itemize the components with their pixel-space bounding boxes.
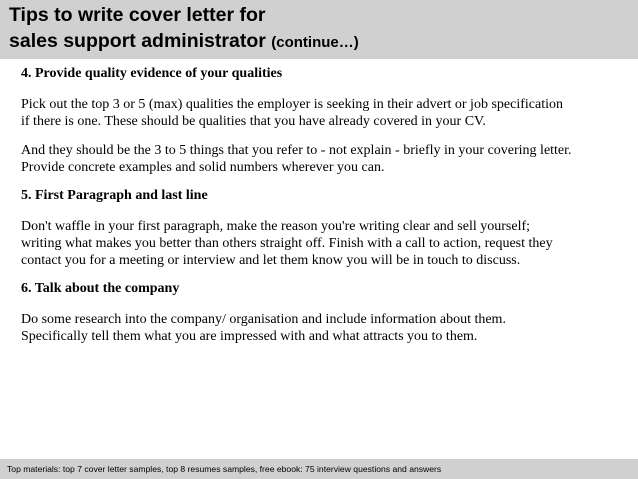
- paragraph-line: Do some research into the company/ organisation and include information about them.: [21, 312, 506, 327]
- page-title-main: sales support administrator: [9, 30, 266, 52]
- paragraph-line: contact you for a meeting or interview and let them know you will be in touch to discuss.: [21, 253, 521, 268]
- paragraph-line: if there is one. These should be qualities that you have already covered in your CV.: [21, 114, 486, 129]
- paragraph-line: Provide concrete examples and solid numbers wherever you can.: [21, 160, 385, 175]
- footer-bar: [0, 459, 638, 479]
- section-heading: 5. First Paragraph and last line: [21, 188, 208, 203]
- paragraph-line: Specifically tell them what you are impressed with and what attracts you to them.: [21, 329, 478, 344]
- page-title-line-1: Tips to write cover letter for: [9, 4, 266, 26]
- page-title-suffix: (continue…): [271, 34, 359, 51]
- section-heading: 4. Provide quality evidence of your qualities: [21, 66, 283, 81]
- document-body: [21, 66, 621, 345]
- paragraph-line: And they should be the 3 to 5 things that you refer to - not explain - briefly in your covering letter.: [21, 143, 572, 158]
- paragraph: [21, 96, 621, 130]
- paragraph: [21, 142, 621, 176]
- footer-text: Top materials: top 7 cover letter samples, top 8 resumes samples, free ebook: 75 interview questions and answers: [7, 464, 442, 474]
- title-bar: [0, 0, 638, 59]
- paragraph: [21, 311, 621, 345]
- paragraph-line: writing what makes you better than others straight off. Finish with a call to action, request they: [21, 236, 553, 251]
- page-title-line-2: [9, 30, 359, 54]
- section-heading: 6. Talk about the company: [21, 281, 180, 296]
- paragraph-line: Pick out the top 3 or 5 (max) qualities the employer is seeking in their advert or job specification: [21, 97, 563, 112]
- paragraph-line: Don't waffle in your first paragraph, make the reason you're writing clear and sell yourself;: [21, 219, 531, 234]
- paragraph: [21, 218, 621, 269]
